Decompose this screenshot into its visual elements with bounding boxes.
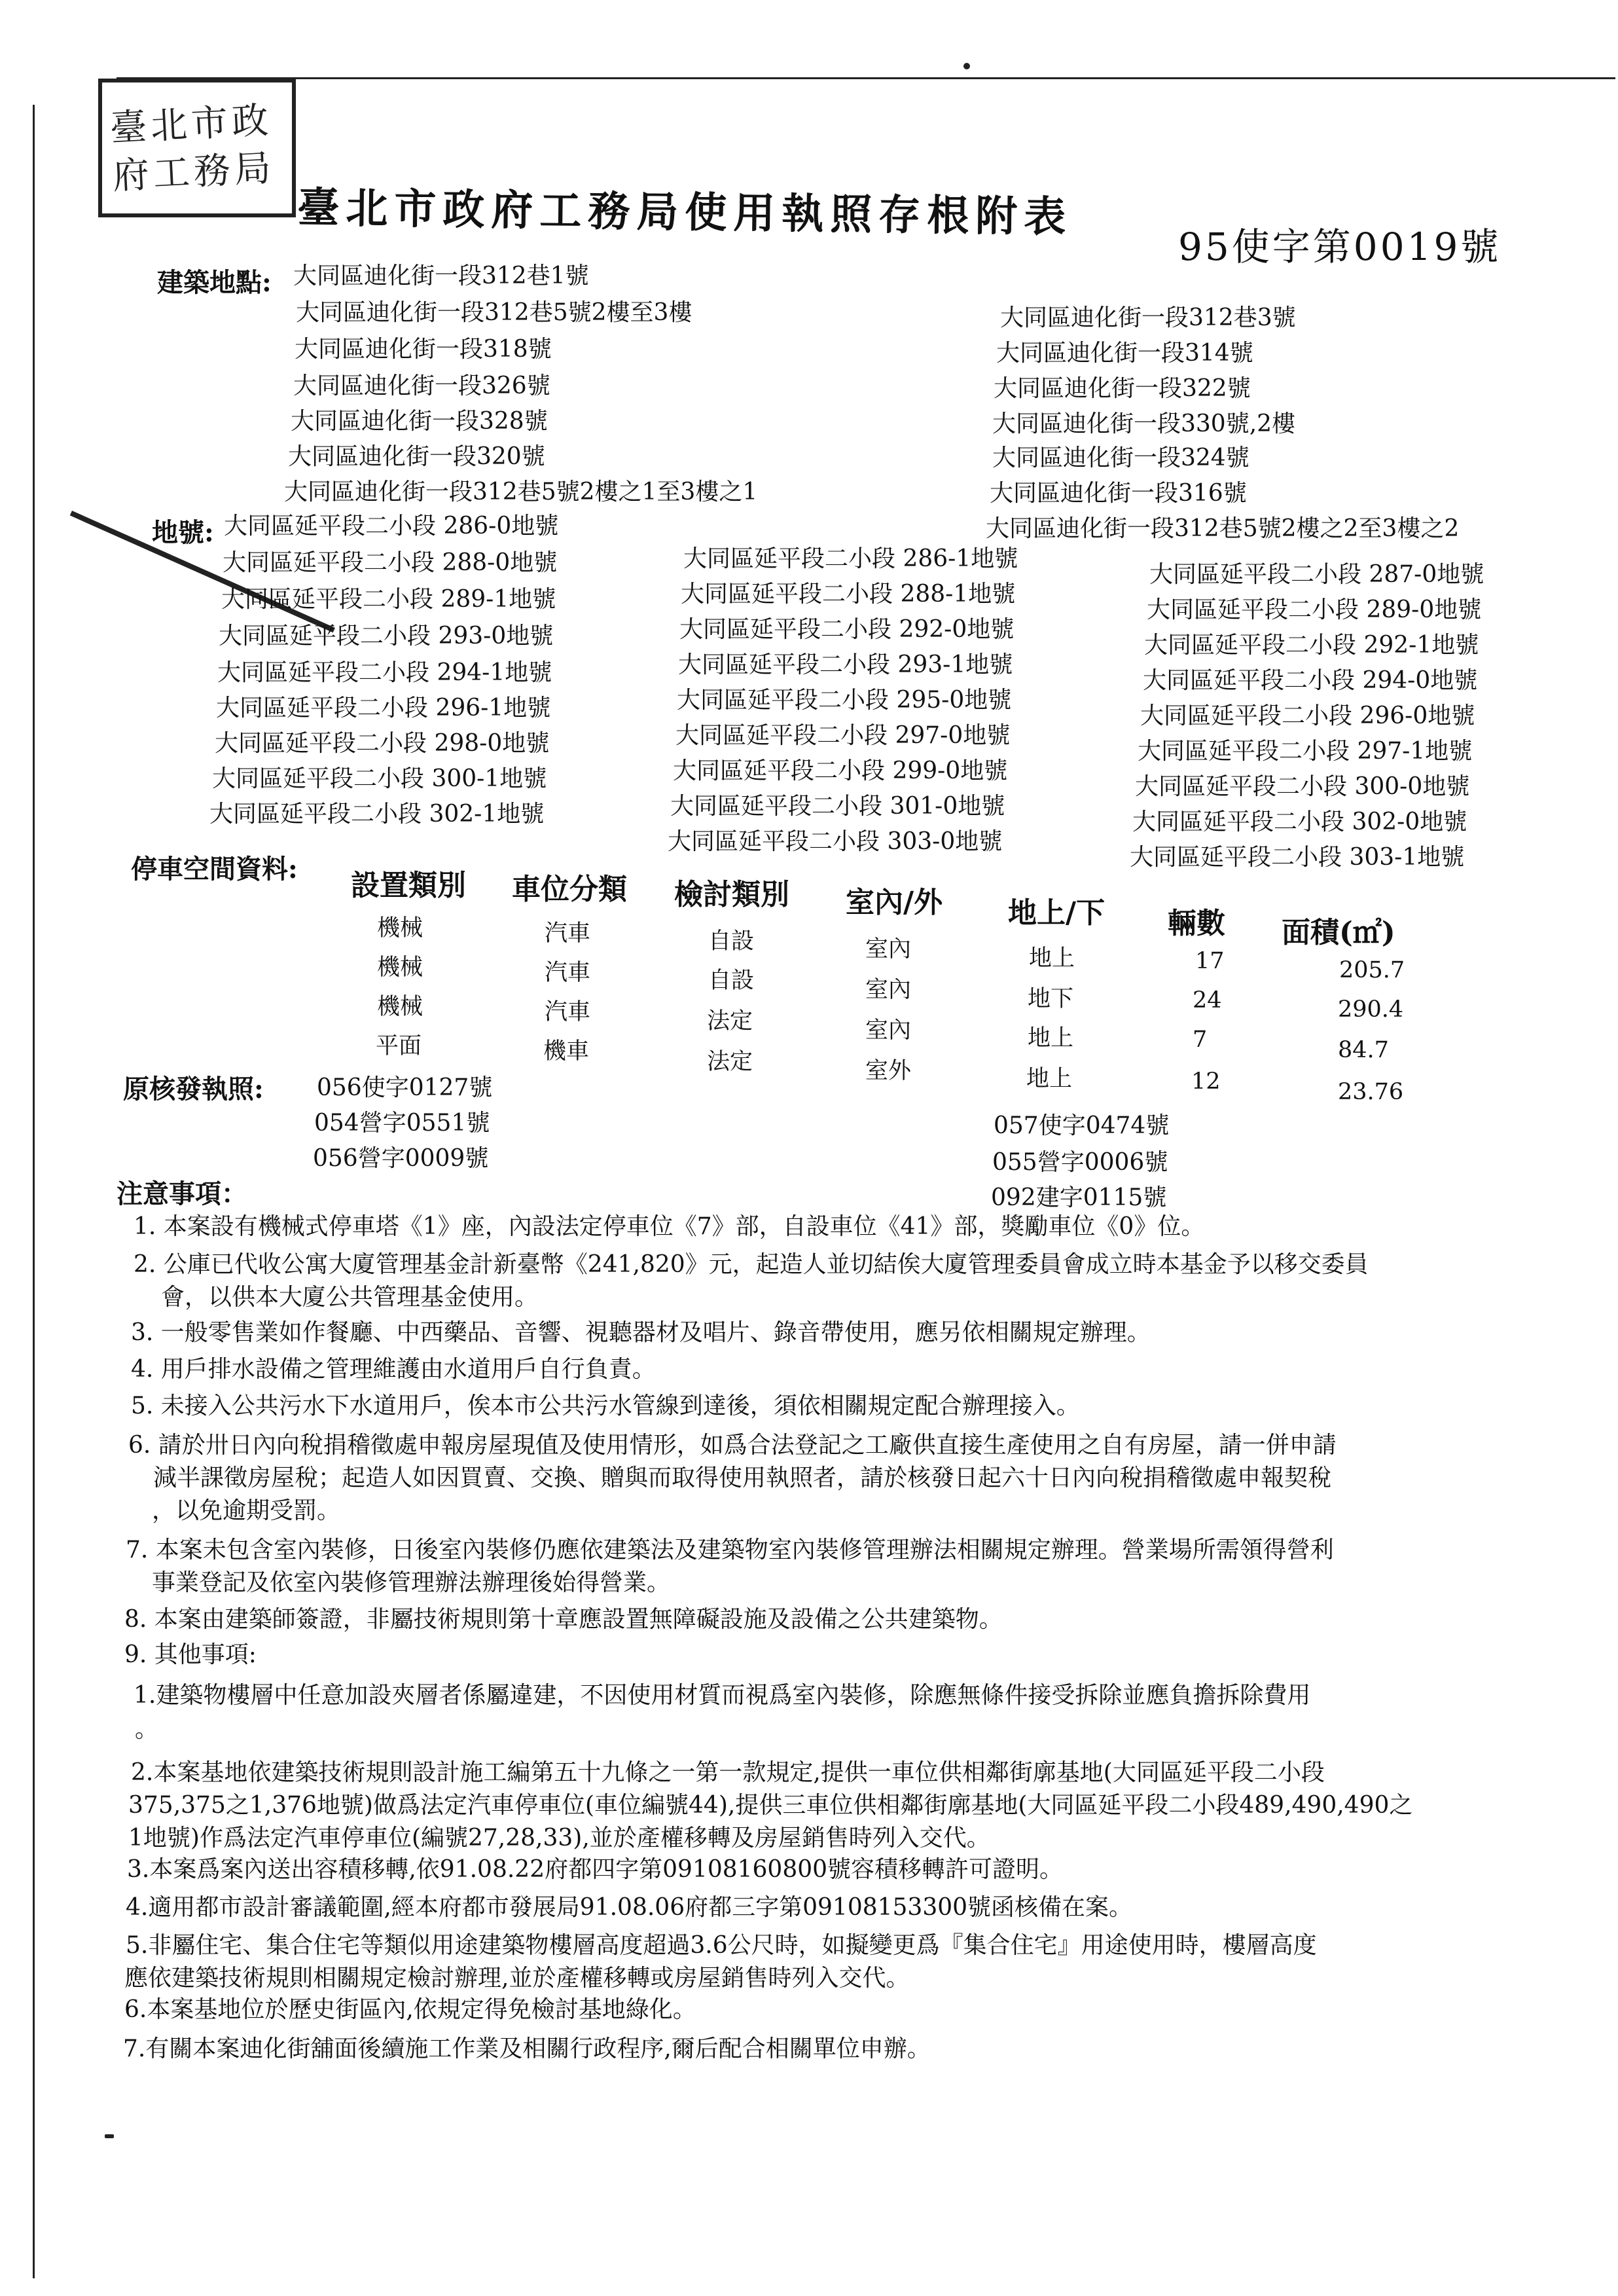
parking-cell: 地上 [1028, 1025, 1074, 1051]
land-number-item: 大同區延平段二小段 300-1地號 [212, 765, 547, 792]
parking-cell: 7 [1193, 1027, 1208, 1053]
land-number-item: 大同區延平段二小段 293-0地號 [219, 623, 554, 649]
location-item: 大同區迪化街一段322號 [994, 375, 1251, 402]
land-number-item: 大同區延平段二小段 295-0地號 [677, 687, 1012, 714]
parking-cell: 汽車 [545, 999, 591, 1025]
land-number-item: 大同區延平段二小段 299-0地號 [673, 757, 1008, 784]
land-number-label: 地號: [152, 517, 214, 548]
parking-cell: 地下 [1028, 986, 1074, 1012]
sub-note-line: 5.非屬住宅、集合住宅等類似用途建築物樓層高度超過3.6公尺時，如擬變更爲『集合住宅』用途使用時，樓層高度 [126, 1932, 1317, 1959]
land-number-item: 大同區延平段二小段 288-0地號 [223, 549, 558, 576]
original-license-label: 原核發執照: [123, 1074, 264, 1104]
land-number-item: 大同區延平段二小段 303-1地號 [1130, 844, 1465, 871]
parking-header: 室內/外 [846, 886, 943, 919]
land-number-item: 大同區延平段二小段 286-0地號 [224, 513, 559, 539]
scan-speck [105, 2134, 114, 2138]
seal-text: 臺北市政府工務局 [109, 99, 276, 198]
original-license-item: 056營字0009號 [313, 1145, 489, 1172]
land-number-item: 大同區延平段二小段 303-0地號 [668, 828, 1003, 855]
note-line: 4. 用戶排水設備之管理維護由水道用戶自行負責。 [131, 1356, 656, 1383]
sub-note-line: 4.適用都市設計審議範圍,經本府都市發展局91.08.06府都三字第09108153300號函核備在案。 [126, 1894, 1133, 1921]
land-number-item: 大同區延平段二小段 292-0地號 [679, 616, 1015, 643]
land-number-item: 大同區延平段二小段 297-1地號 [1138, 738, 1473, 765]
left-frame-line [33, 105, 35, 2278]
parking-cell: 自設 [708, 968, 755, 994]
location-item: 大同區迪化街一段312巷5號2樓至3樓 [296, 299, 692, 326]
license-number: 95使字第0019號 [1178, 225, 1501, 269]
sub-note-line: 1地號)作爲法定汽車停車位(編號27,28,33),並於產權移轉及房屋銷售時列入交代。 [128, 1825, 990, 1851]
sub-note-line: 1.建築物樓層中任意加設夾層者係屬違建，不因使用材質而視爲室內裝修，除應無條件接受拆除並應負擔拆除費用 [134, 1682, 1311, 1709]
note-line: 會，以供本大廈公共管理基金使用。 [161, 1284, 539, 1311]
original-license-item: 092建字0115號 [991, 1184, 1167, 1211]
note-line: 事業登記及依室內裝修管理辦法辦理後始得營業。 [152, 1569, 671, 1596]
location-item: 大同區迪化街一段316號 [990, 480, 1247, 507]
parking-header: 車位分類 [512, 873, 627, 906]
sub-note-line: 。 [135, 1716, 159, 1743]
building-location-label: 建築地點: [157, 267, 272, 298]
parking-cell: 205.7 [1339, 957, 1405, 983]
sub-note-line: 6.本案基地位於歷史街區內,依規定得免檢討基地綠化。 [124, 1996, 696, 2023]
parking-header: 地上/下 [1008, 896, 1106, 930]
land-number-item: 大同區延平段二小段 294-0地號 [1143, 667, 1478, 694]
note-line: 1. 本案設有機械式停車塔《1》座，內設法定停車位《7》部，自設車位《41》部，獎勵車位《0》位。 [134, 1213, 1205, 1240]
parking-cell: 法定 [707, 1008, 753, 1034]
notes-label: 注意事項： [117, 1178, 247, 1209]
location-item: 大同區迪化街一段312巷5號2樓之1至3樓之1 [284, 479, 758, 505]
parking-cell: 12 [1191, 1068, 1221, 1095]
parking-cell: 地上 [1026, 1066, 1073, 1092]
land-number-item: 大同區延平段二小段 289-1地號 [221, 586, 556, 613]
parking-cell: 地上 [1029, 945, 1075, 972]
location-item: 大同區迪化街一段324號 [992, 445, 1249, 471]
parking-cell: 法定 [707, 1049, 753, 1075]
parking-cell: 室內 [865, 977, 912, 1003]
parking-header: 輛數 [1168, 907, 1225, 940]
land-number-item: 大同區延平段二小段 297-0地號 [675, 722, 1011, 749]
land-number-item: 大同區延平段二小段 293-1地號 [678, 651, 1013, 678]
land-number-item: 大同區延平段二小段 286-1地號 [683, 545, 1018, 572]
note-line: 7. 本案未包含室內裝修，日後室內裝修仍應依建築法及建築物室內裝修管理辦法相關規定辦理。營業場所需領得營利 [126, 1537, 1334, 1563]
parking-cell: 290.4 [1338, 996, 1404, 1023]
land-number-item: 大同區延平段二小段 288-1地號 [681, 581, 1016, 608]
location-item: 大同區迪化街一段318號 [295, 336, 552, 363]
parking-cell: 室外 [865, 1058, 912, 1084]
parking-header: 面積(㎡) [1282, 916, 1395, 949]
parking-cell: 平面 [376, 1033, 422, 1059]
sub-note-line: 應依建築技術規則相關規定檢討辦理,並於產權移轉或房屋銷售時列入交代。 [124, 1965, 910, 1992]
parking-header: 設置類別 [351, 869, 466, 902]
land-number-item: 大同區延平段二小段 301-0地號 [670, 793, 1005, 820]
original-license-item: 057使字0474號 [994, 1112, 1170, 1139]
location-item: 大同區迪化街一段312巷5號2樓之2至3樓之2 [986, 515, 1460, 542]
original-license-item: 055營字0006號 [992, 1149, 1168, 1176]
location-item: 大同區迪化街一段314號 [996, 340, 1253, 367]
parking-label: 停車空間資料: [131, 854, 298, 884]
land-number-item: 大同區延平段二小段 292-1地號 [1144, 632, 1479, 659]
land-number-item: 大同區延平段二小段 300-0地號 [1135, 773, 1470, 800]
sub-note-line: 7.有關本案迪化街舖面後續施工作業及相關行政程序,爾后配合相關單位申辦。 [123, 2035, 931, 2062]
note-line: 9. 其他事項: [124, 1641, 257, 1668]
parking-cell: 汽車 [545, 920, 591, 947]
parking-cell: 84.7 [1338, 1037, 1389, 1063]
parking-cell: 機車 [543, 1038, 590, 1065]
parking-cell: 17 [1195, 948, 1225, 974]
parking-cell: 室內 [865, 936, 912, 962]
note-line: 減半課徵房屋稅；起造人如因買賣、交換、贈與而取得使用執照者，請於核發日起六十日內向稅捐稽徵處申報契稅 [153, 1465, 1332, 1491]
document-title: 臺北市政府工務局使用執照存根附表 [297, 183, 1073, 242]
land-number-item: 大同區延平段二小段 302-0地號 [1132, 809, 1467, 835]
land-number-item: 大同區延平段二小段 289-0地號 [1147, 596, 1482, 623]
note-line: 8. 本案由建築師簽證，非屬技術規則第十章應設置無障礙設施及設備之公共建築物。 [124, 1606, 1003, 1633]
original-license-item: 056使字0127號 [317, 1074, 493, 1101]
parking-cell: 機械 [377, 915, 423, 941]
note-line: 5. 未接入公共污水下水道用戶，俟本市公共污水管線到達後，須依相關規定配合辦理接入。 [131, 1393, 1080, 1419]
location-item: 大同區迪化街一段320號 [288, 443, 545, 470]
note-line: ，以免逾期受罰。 [152, 1497, 341, 1524]
official-seal-stamp [98, 79, 296, 217]
parking-cell: 機械 [377, 955, 423, 981]
location-item: 大同區迪化街一段312巷3號 [1000, 304, 1296, 331]
parking-header: 檢討類別 [674, 878, 789, 911]
location-item: 大同區迪化街一段330號,2樓 [992, 410, 1296, 437]
parking-cell: 機械 [377, 994, 423, 1020]
sub-note-line: 3.本案爲案內送出容積移轉,依91.08.22府都四字第09108160800號容積移轉許可證明。 [127, 1856, 1064, 1883]
sub-note-line: 375,375之1,376地號)做爲法定汽車停車位(車位編號44),提供三車位供相鄰街廓基地(大同區延平段二小段489,490,490之 [128, 1792, 1413, 1819]
location-item: 大同區迪化街一段328號 [291, 408, 548, 435]
parking-cell: 汽車 [545, 960, 591, 986]
land-number-item: 大同區延平段二小段 296-0地號 [1140, 702, 1475, 729]
sub-note-line: 2.本案基地依建築技術規則設計施工編第五十九條之一第一款規定,提供一車位供相鄰街廓基地(大同區延平段二小段 [131, 1759, 1325, 1786]
land-number-item: 大同區延平段二小段 296-1地號 [216, 695, 551, 721]
parking-cell: 自設 [708, 928, 755, 955]
scan-speck [963, 63, 970, 69]
land-number-item: 大同區延平段二小段 294-1地號 [217, 659, 552, 686]
location-item: 大同區迪化街一段326號 [293, 373, 550, 399]
note-line: 6. 請於卅日內向稅捐稽徵處申報房屋現值及使用情形，如爲合法登記之工廠供直接生產使用之自有房屋，請一併申請 [128, 1432, 1337, 1459]
parking-cell: 24 [1193, 987, 1222, 1013]
parking-cell: 室內 [865, 1017, 912, 1044]
land-number-item: 大同區延平段二小段 287-0地號 [1149, 561, 1484, 588]
original-license-item: 054營字0551號 [314, 1110, 490, 1137]
parking-cell: 23.76 [1338, 1079, 1404, 1105]
land-number-item: 大同區延平段二小段 302-1地號 [209, 801, 545, 828]
location-item: 大同區迪化街一段312巷1號 [293, 263, 589, 289]
top-frame-line [117, 77, 1615, 79]
note-line: 2. 公庫已代收公寓大廈管理基金計新臺幣《241,820》元，起造人並切結俟大廈管理委員會成立時本基金予以移交委員 [134, 1251, 1369, 1278]
note-line: 3. 一般零售業如作餐廳、中西藥品、音響、視聽器材及唱片、錄音帶使用，應另依相關規定辦理。 [131, 1319, 1151, 1346]
land-number-item: 大同區延平段二小段 298-0地號 [215, 730, 550, 757]
